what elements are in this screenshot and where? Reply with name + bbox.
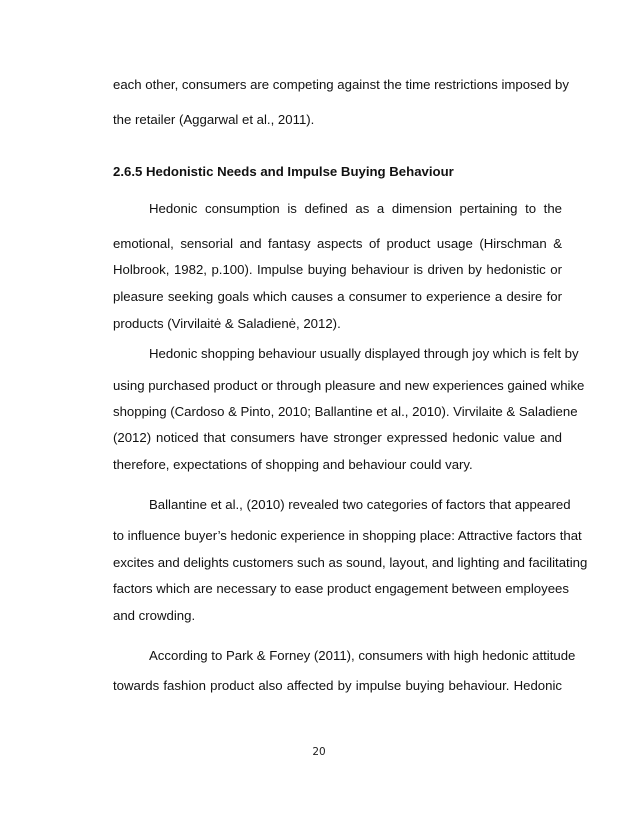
page-number: 20	[312, 746, 326, 758]
paragraph2-line-1: Hedonic shopping behaviour usually displayed through joy which is felt by	[149, 346, 579, 361]
paragraph1-line-5: products (Virvilaitė & Saladienė, 2012).	[113, 316, 341, 331]
paragraph2-line-3: shopping (Cardoso & Pinto, 2010; Ballantine et al., 2010). Virvilaite & Saladiene	[113, 404, 578, 419]
section-heading: 2.6.5 Hedonistic Needs and Impulse Buying Behaviour	[113, 164, 454, 179]
intro-line-2: the retailer (Aggarwal et al., 2011).	[113, 112, 315, 127]
paragraph2-line-2: using purchased product or through pleasure and new experiences gained whike	[113, 378, 585, 393]
intro-line-1: each other, consumers are competing against the time restrictions imposed by	[113, 77, 569, 92]
paragraph3-line-3: excites and delights customers such as sound, layout, and lighting and facilitating	[113, 555, 588, 570]
paragraph3-line-2: to influence buyer’s hedonic experience in shopping place: Attractive factors that	[113, 528, 582, 543]
paragraph3-line-1: Ballantine et al., (2010) revealed two categories of factors that appeared	[149, 497, 571, 512]
paragraph1-line-4: pleasure seeking goals which causes a consumer to experience a desire for	[113, 289, 562, 304]
paragraph1-line-2: emotional, sensorial and fantasy aspects of product usage (Hirschman &	[113, 236, 562, 251]
paragraph1-line-3: Holbrook, 1982, p.100). Impulse buying behaviour is driven by hedonistic or	[113, 262, 562, 277]
paragraph3-line-4: factors which are necessary to ease product engagement between employees	[113, 581, 569, 596]
paragraph4-line-2: towards fashion product also affected by impulse buying behaviour. Hedonic	[113, 678, 562, 693]
paragraph1-line-1: Hedonic consumption is defined as a dimension pertaining to the	[149, 201, 562, 216]
paragraph2-line-5: therefore, expectations of shopping and behaviour could vary.	[113, 457, 473, 472]
paragraph4-line-1: According to Park & Forney (2011), consumers with high hedonic attitude	[149, 648, 576, 663]
paragraph3-line-5: and crowding.	[113, 608, 196, 623]
paragraph2-line-4: (2012) noticed that consumers have stronger expressed hedonic value and	[113, 430, 562, 445]
